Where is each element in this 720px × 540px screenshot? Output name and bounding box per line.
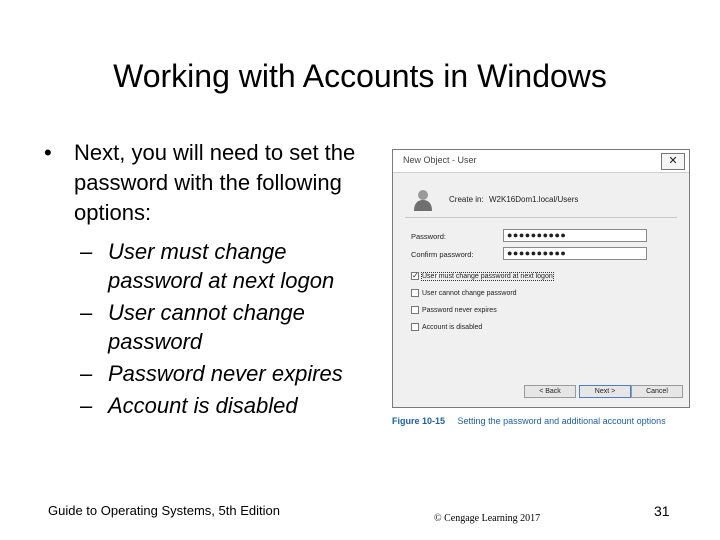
- close-icon: ✕: [668, 155, 678, 167]
- sub-bullet-text: User must change password at next logon: [108, 239, 335, 293]
- sub-bullet-text: Password never expires: [108, 361, 343, 386]
- sub-bullet: [44, 391, 384, 420]
- option-password-never-expires[interactable]: [411, 306, 497, 314]
- figure-caption-text: Setting the password and additional account options: [457, 416, 666, 426]
- figure-number: Figure 10-15: [392, 416, 446, 426]
- option-label: User cannot change password: [422, 289, 517, 297]
- footer-title: Guide to Operating Systems, 5th Edition: [48, 503, 280, 518]
- dialog-title: New Object - User: [403, 155, 477, 165]
- option-account-disabled[interactable]: [411, 323, 482, 331]
- bullet-list: [44, 138, 384, 420]
- dash-symbol: –: [80, 239, 93, 264]
- new-user-dialog: [392, 149, 690, 408]
- password-label: Password:: [411, 232, 447, 241]
- slide-title: Working with Accounts in Windows: [113, 58, 607, 94]
- close-button[interactable]: [661, 153, 685, 170]
- dash-symbol: –: [80, 393, 93, 418]
- checkbox[interactable]: [411, 323, 419, 331]
- back-button[interactable]: < Back: [524, 385, 576, 398]
- sub-bullet: [44, 237, 384, 295]
- password-input[interactable]: ●●●●●●●●●●: [503, 229, 647, 242]
- option-cannot-change-password[interactable]: [411, 289, 517, 297]
- divider: [405, 217, 677, 218]
- next-button[interactable]: Next >: [579, 385, 631, 398]
- bullet-main: [44, 138, 384, 228]
- confirm-password-input[interactable]: ●●●●●●●●●●: [503, 247, 647, 260]
- create-in-label: Create in:: [449, 195, 484, 204]
- user-icon: [413, 188, 433, 212]
- checkbox-checked[interactable]: ✓: [412, 271, 419, 280]
- dash-symbol: –: [80, 300, 93, 325]
- confirm-password-label: Confirm password:: [411, 250, 474, 259]
- sub-bullet-text: User cannot change password: [108, 300, 305, 354]
- sub-bullet: [44, 359, 384, 388]
- sub-bullet-text: Account is disabled: [108, 393, 298, 418]
- create-in-value: W2K16Dom1.local/Users: [489, 195, 579, 204]
- page-number: 31: [654, 503, 670, 519]
- dash-symbol: –: [80, 361, 93, 386]
- checkbox[interactable]: [411, 306, 419, 314]
- figure-caption: [392, 416, 666, 426]
- option-label: Account is disabled: [422, 323, 483, 331]
- bullet-symbol: •: [44, 140, 52, 165]
- option-label: User must change password at next logon: [422, 272, 553, 280]
- sub-bullet: [44, 298, 384, 356]
- footer-copyright: © Cengage Learning 2017: [434, 513, 541, 524]
- bullet-main-text: Next, you will need to set the password with the following options:: [74, 140, 356, 225]
- checkbox[interactable]: [411, 289, 419, 297]
- cancel-button[interactable]: Cancel: [631, 385, 683, 398]
- dialog-titlebar: [393, 150, 689, 173]
- option-label: Password never expires: [422, 306, 497, 314]
- option-must-change-password[interactable]: [411, 272, 553, 280]
